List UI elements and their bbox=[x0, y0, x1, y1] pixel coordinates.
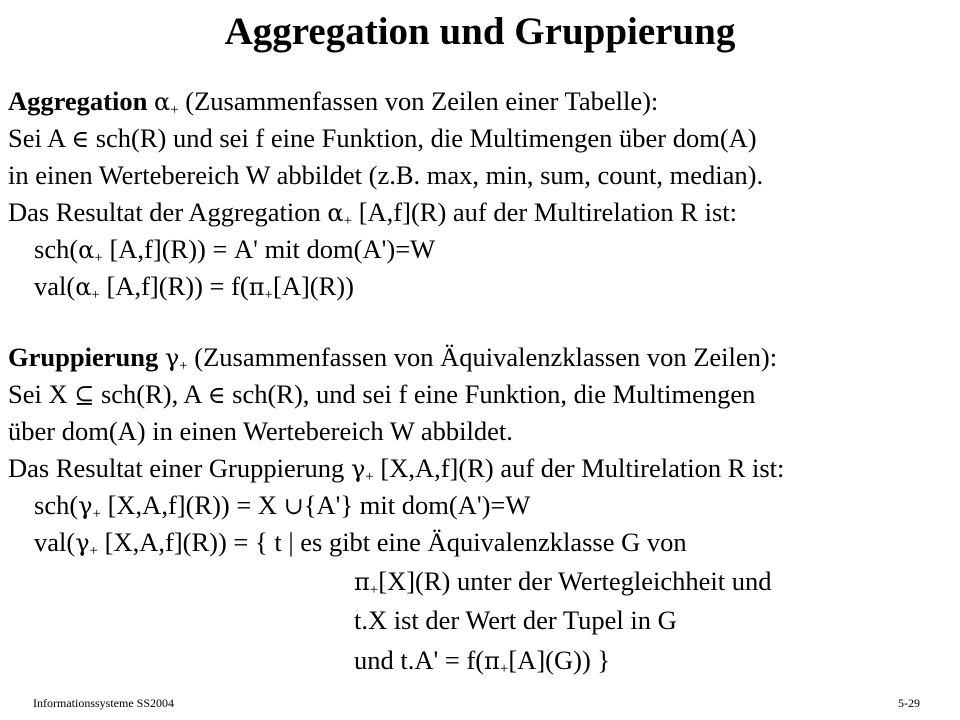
alpha-symbol: α bbox=[75, 273, 92, 301]
text-fragment: [A,f](R)) = A' mit dom(A')=W bbox=[102, 234, 436, 264]
plus-subscript: + bbox=[92, 506, 101, 522]
gamma-symbol: γ bbox=[164, 344, 180, 372]
text-fragment: sch(R) und sei f eine Funktion, die Multimengen über dom(A) bbox=[89, 123, 757, 153]
pi-symbol: π bbox=[484, 647, 500, 675]
subset-symbol: ⊆ bbox=[74, 381, 95, 409]
plus-subscript: + bbox=[343, 213, 353, 229]
text-fragment: Das Resultat der Aggregation bbox=[8, 197, 328, 227]
text-fragment: sch(R), A bbox=[94, 379, 208, 409]
plus-subscript: + bbox=[91, 287, 100, 303]
grouping-line-4 bbox=[8, 451, 784, 486]
text-fragment: und t.A' = f( bbox=[354, 645, 485, 675]
aggregation-line-6 bbox=[34, 269, 354, 304]
aggregation-heading: Aggregation bbox=[8, 86, 148, 116]
grouping-heading-line bbox=[8, 340, 777, 375]
text-fragment: sch( bbox=[34, 234, 79, 264]
element-of-symbol: ∈ bbox=[71, 125, 90, 153]
footer-page-number: 5-29 bbox=[898, 696, 920, 710]
text-fragment: val( bbox=[34, 271, 76, 301]
plus-subscript: + bbox=[170, 102, 179, 118]
aggregation-heading-rest: (Zusammenfassen von Zeilen einer Tabelle): bbox=[178, 86, 659, 116]
aggregation-heading-line bbox=[8, 84, 658, 119]
aggregation-line-4 bbox=[8, 195, 737, 230]
footer-course: Informationssysteme SS2004 bbox=[33, 696, 174, 710]
text-fragment: {A'} mit dom(A')=W bbox=[303, 490, 531, 520]
grouping-heading-rest: (Zusammenfassen von Äquivalenzklassen von Zeilen): bbox=[187, 342, 778, 372]
gamma-symbol: γ bbox=[75, 529, 90, 557]
text-fragment: sch( bbox=[34, 490, 79, 520]
element-of-symbol: ∈ bbox=[207, 381, 226, 409]
gamma-symbol: γ bbox=[78, 492, 93, 520]
text-fragment: sch(R), und sei f eine Funktion, die Multimengen bbox=[225, 379, 756, 409]
text-fragment: Das Resultat einer Gruppierung bbox=[8, 453, 351, 483]
aggregation-line-5 bbox=[34, 232, 435, 267]
aggregation-line-2 bbox=[8, 121, 757, 156]
text-fragment: [A,f](R) auf der Multirelation R ist: bbox=[352, 197, 737, 227]
text-fragment: [X,A,f](R)) = { t | es gibt eine Äquivalenzklasse G von bbox=[98, 527, 687, 557]
grouping-line-9 bbox=[354, 643, 610, 678]
aggregation-line-3: in einen Wertebereich W abbildet (z.B. max, min, sum, count, median). bbox=[8, 160, 764, 190]
alpha-symbol: α bbox=[327, 199, 344, 227]
text-fragment: val( bbox=[34, 527, 76, 557]
grouping-line-3: über dom(A) in einen Wertebereich W abbildet. bbox=[8, 416, 513, 446]
alpha-symbol: α bbox=[78, 236, 95, 264]
plus-subscript: + bbox=[369, 582, 379, 598]
pi-symbol: π bbox=[354, 568, 370, 596]
gamma-symbol: γ bbox=[350, 455, 366, 483]
union-symbol: ∪ bbox=[283, 492, 304, 520]
plus-subscript: + bbox=[89, 543, 99, 559]
text-fragment: Sei A bbox=[8, 123, 72, 153]
grouping-heading: Gruppierung bbox=[8, 342, 159, 372]
page-title: Aggregation und Gruppierung bbox=[224, 10, 736, 53]
text-fragment: [A,f](R)) = f( bbox=[99, 271, 249, 301]
text-fragment: Sei X bbox=[8, 379, 75, 409]
grouping-line-8: t.X ist der Wert der Tupel in G bbox=[354, 605, 677, 635]
text-fragment: [X](R) unter der Wertegleichheit und bbox=[378, 566, 772, 596]
plus-subscript: + bbox=[499, 661, 509, 677]
alpha-symbol: α bbox=[153, 88, 171, 116]
text-fragment: [X,A,f](R) auf der Multirelation R ist: bbox=[373, 453, 785, 483]
text-fragment: [A](R)) bbox=[273, 271, 354, 301]
plus-subscript: + bbox=[179, 358, 188, 374]
grouping-line-7 bbox=[354, 564, 772, 599]
plus-subscript: + bbox=[365, 469, 374, 485]
pi-symbol: π bbox=[248, 273, 265, 301]
text-fragment: [A](G)) } bbox=[508, 645, 611, 675]
plus-subscript: + bbox=[94, 250, 103, 266]
grouping-line-6 bbox=[34, 525, 687, 560]
text-fragment: [X,A,f](R)) = X bbox=[100, 490, 284, 520]
plus-subscript: + bbox=[264, 287, 273, 303]
grouping-line-2 bbox=[8, 377, 755, 412]
grouping-line-5 bbox=[34, 488, 530, 523]
